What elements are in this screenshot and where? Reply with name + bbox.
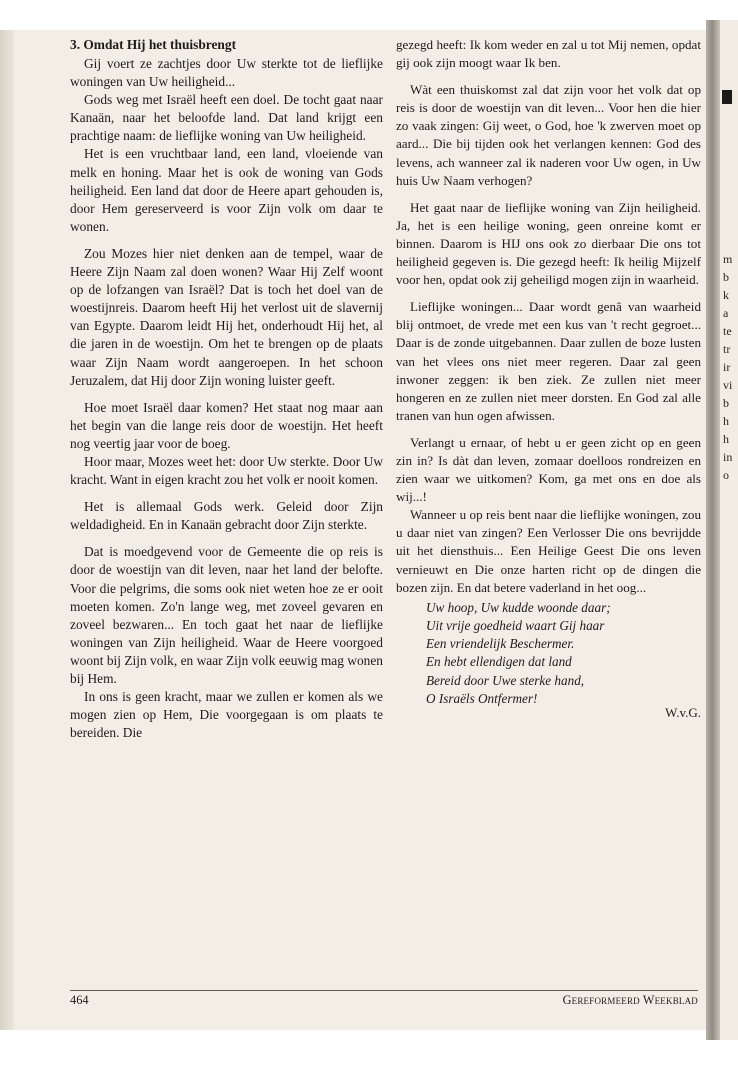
paragraph: Gods weg met Israël heeft een doel. De tocht gaat naar Kanaän, naar het beloofde land. Dat land krijgt een prachtige naam: de lieflijke woning van Uw heiligheid. bbox=[70, 92, 383, 144]
paragraph: Verlangt u ernaar, of hebt u er geen zicht op en geen zin in? Is dàt dan leven, zomaar doelloos rondreizen en zien waar we uitkomen? Kom, ga met ons en doe als wij...! bbox=[396, 434, 701, 505]
article-heading: 3. Omdat Hij het thuisbrengt bbox=[70, 37, 237, 52]
page-edge-left bbox=[0, 30, 14, 1030]
right-column bbox=[396, 36, 701, 722]
poem-line: Uit vrije goedheid waart Gij haar bbox=[426, 617, 605, 633]
poem-line: Bereid door Uwe sterke hand, bbox=[426, 672, 585, 688]
paragraph: Hoor maar, Mozes weet het: door Uw sterkte. Door Uw kracht. Want in eigen kracht zou het volk er nooit komen. bbox=[70, 453, 383, 488]
fragment-line: vi bbox=[723, 378, 733, 392]
page-number: 464 bbox=[70, 993, 89, 1007]
paragraph: gezegd heeft: Ik kom weder en zal u tot Mij nemen, opdat gij ook zijn moogt waar Ik ben. bbox=[396, 37, 701, 71]
fragment-line: ir bbox=[723, 360, 731, 374]
fragment-line: o bbox=[723, 468, 729, 482]
fragment-line: b bbox=[723, 396, 729, 410]
paragraph: Zou Mozes hier niet denken aan de tempel, waar de Heere Zijn Naam zal doen wonen? Waar Hij Zelf woont op de lofzangen van Israël? Dat is toch het doel van de woestijnreis. Daarom heeft Hij het verlost uit de slavernij van Egypte. Daarom leidt Hij het, onderhoudt Hij het, al die jaren in de woestijn. Om het te brengen op de plaats waar Zijn Naam wordt aangeroepen. In het schoon Jeruzalem, dat Hij door Zijn woning luister geeft. bbox=[70, 245, 383, 388]
paragraph: Wanneer u op reis bent naar die lieflijke woningen, zou u daar niet van zingen? Een Verlosser Die ons bevrijdde uit het diensthuis... Een Heilige Geest Die ons leven vernieuwt en Die onze harten richt op de dingen die bozen zijn. En dat betere vaderland in het oog... bbox=[396, 507, 701, 595]
next-page-edge bbox=[720, 20, 738, 1040]
fragment-line: in bbox=[723, 450, 733, 464]
paragraph: Het is allemaal Gods werk. Geleid door Zijn weldadigheid. En in Kanaän gebracht door Zijn sterkte. bbox=[70, 499, 383, 533]
left-column bbox=[70, 36, 383, 742]
paragraph: Dat is moedgevend voor de Gemeente die op reis is door de woestijn van dit leven, naar het land der belofte. Voor die pelgrims, die soms ook niet weten hoe ze er ooit moeten komen. Zo'n lange weg, met zoveel gevaren en zoveel bezwaren... En toch gaat het naar de lieflijke woningen van Zijn heiligheid. Waar de Heere voorgoed woont bij Zijn volk, en waar Zijn volk eeuwig mag wonen bij Hem. bbox=[70, 544, 383, 686]
paragraph: Wàt een thuiskomst zal dat zijn voor het volk dat op reis is door de woestijn van dit leven... Voor hen die hier zo vaak zingen: Gij weet, o God, hoe 'k zwerven moet op aard... Die bij tijden ook het verlangen kennen: God des levens, ach wanneer zal ik naderen voor Uw ogen, in Uw huis Uw Naam verhogen? bbox=[396, 82, 701, 188]
book-gutter bbox=[706, 20, 720, 1040]
fragment-line: b bbox=[723, 270, 729, 284]
paragraph: In ons is geen kracht, maar we zullen er komen als we mogen zien op Hem, Die voorgegaan is om plaats te bereiden. Die bbox=[70, 689, 383, 741]
poem-line: Een vriendelijk Beschermer. bbox=[426, 636, 575, 652]
fragment-line: h bbox=[723, 414, 729, 428]
publication-name: Gereformeerd Weekblad bbox=[562, 993, 698, 1007]
fragment-line: m bbox=[723, 252, 733, 266]
paragraph: Het is een vruchtbaar land, een land, vloeiende van melk en honing. Maar het is ook de woning van Gods heiligheid. Een land dat door de Heere apart gehouden is, door Hem gereserveerd is voor Zijn volk om daar te wonen. bbox=[70, 146, 383, 234]
next-page-block bbox=[722, 90, 732, 104]
fragment-line: tr bbox=[723, 342, 731, 356]
paragraph: Lieflijke woningen... Daar wordt genâ van waarheid blij ontmoet, de vrede met een kus van 't recht gegroet... Daar is de zonde uitgebannen. Daar zullen de boze lusten van het vlees ons niet meer regeren. Daar zal geen inwoner zeggen: ik ben ziek. Ze zullen niet meer hongeren en ze zullen niet meer dorsten. En God zal alle tranen van hun ogen afwissen. bbox=[396, 299, 701, 423]
footer-rule bbox=[70, 990, 698, 991]
fragment-line: k bbox=[723, 288, 729, 302]
fragment-line: te bbox=[723, 324, 732, 338]
fragment-line: h bbox=[723, 432, 729, 446]
next-page-text-fragment bbox=[723, 250, 732, 484]
poem-line: O Israëls Ontfermer! bbox=[426, 690, 538, 706]
poem-stanza bbox=[426, 599, 701, 708]
poem-line: En hebt ellendigen dat land bbox=[426, 654, 572, 670]
poem-line: Uw hoop, Uw kudde woonde daar; bbox=[426, 599, 611, 615]
paragraph: Hoe moet Israël daar komen? Het staat nog maar aan het begin van die lange reis door de woestijn. Het heeft nog veertig jaar voor de boeg. bbox=[70, 399, 383, 451]
author-signature: W.v.G. bbox=[665, 704, 701, 720]
fragment-line: a bbox=[723, 306, 729, 320]
paragraph: Het gaat naar de lieflijke woning van Zijn heiligheid. Ja, het is een heilige woning, geen onreine komt er binnen. Daarom is HIJ ons ook zo dierbaar Die ons tot heiligheid gegeven is. Die gezegd heeft: Ik heilig Mijzelf voor hen, opdat ook zij geheiligd mogen zijn in waarheid. bbox=[396, 199, 701, 288]
paragraph: Gij voert ze zachtjes door Uw sterkte tot de lieflijke woningen van Uw heiligheid... bbox=[70, 56, 383, 90]
